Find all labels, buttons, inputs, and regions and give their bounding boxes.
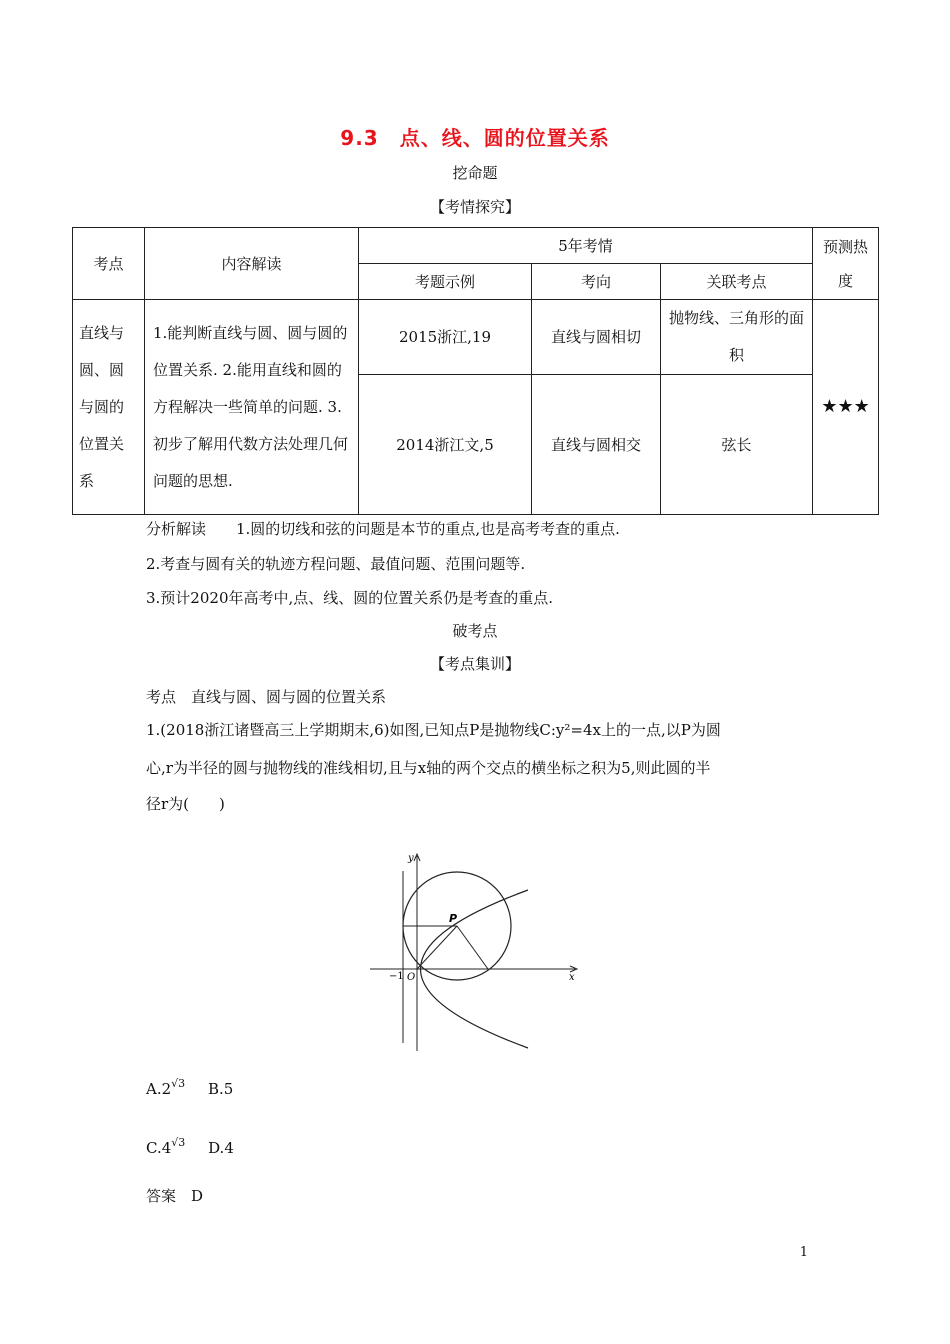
section-heading-wamingti: 挖命题 [452,164,498,182]
option-c[interactable]: $C.4^{√3}$ [146,1136,186,1157]
cell-shili-1: 2015浙江,19 [359,300,532,375]
cell-guanlian-2: 弦长 [661,375,813,515]
segment-p-intersection [457,926,488,969]
cell-neirong: 1.能判断直线与圆、圆与圆的位置关系. 2.能用直线和圆的方程解决一些简单的问题. 3.初步了解用代数方法处理几何问题的思想. [145,300,359,515]
analysis-line-3: 3.预计2020年高考中,点、线、圆的位置关系仍是考查的重点. [146,589,554,607]
option-a[interactable]: $A.2^{√3}$ [146,1077,186,1098]
option-d[interactable]: D.4 [208,1139,234,1157]
option-row-cd [146,1136,234,1157]
option-b[interactable]: B.5 [207,1080,234,1098]
cell-guanlian-1: 抛物线、三角形的面积 [661,300,813,375]
label-y: y [408,853,414,864]
section-heading-pokaodian: 破考点 [452,622,498,640]
header-kaodian: 考点 [73,228,145,300]
label-x: x [569,972,575,983]
parabola-circle-figure [365,848,585,1058]
exam-analysis-table [72,227,879,515]
sqrt-3: √3 [171,1077,186,1090]
question-line-2: 心,r为半径的圆与抛物线的准线相切,且与x轴的两个交点的横坐标之积为5,则此圆的半 [146,759,711,777]
page-number: 1 [799,1245,808,1260]
header-guanlian: 关联考点 [661,264,813,300]
segment-o-p [417,926,457,969]
header-neirong: 内容解读 [145,228,359,300]
analysis-line-1: 分析解读 1.圆的切线和弦的问题是本节的重点,也是高考考查的重点. [146,520,620,538]
cell-shili-2: 2014浙江文,5 [359,375,532,515]
option-row-ab [146,1077,233,1098]
cell-kaoxiang-2: 直线与圆相交 [532,375,661,515]
label-o: O [407,972,416,983]
sqrt-3: √3 [171,1136,186,1149]
header-shili: 考题示例 [359,264,532,300]
header-yuce: 预测热度 [813,228,879,300]
cell-kaodian: 直线与圆、圆与圆的位置关系 [73,300,145,515]
page-title: 9.3 点、线、圆的位置关系 [340,126,610,150]
label-minus-one: −1 [389,971,404,982]
header-kaoxiang: 考向 [532,264,661,300]
question-line-3: 径r为( ) [146,795,225,813]
header-wunian: 5年考情 [359,228,813,264]
kaodian-heading: 考点 直线与圆、圆与圆的位置关系 [146,688,387,706]
question-line-1: 1.(2018浙江诸暨高三上学期期末,6)如图,已知点P是抛物线C:y²=4x上的一点,以P为圆 [146,721,721,739]
answer-line: 答案 D [146,1187,204,1205]
section-subheading-jixun: 【考点集训】 [429,655,520,673]
label-p: P [449,912,458,925]
cell-kaoxiang-1: 直线与圆相切 [532,300,661,375]
section-subheading-kaoqing: 【考情探究】 [429,198,520,216]
analysis-line-2: 2.考查与圆有关的轨迹方程问题、最值问题、范围问题等. [146,555,526,573]
cell-redu: ★★★ [813,300,879,515]
